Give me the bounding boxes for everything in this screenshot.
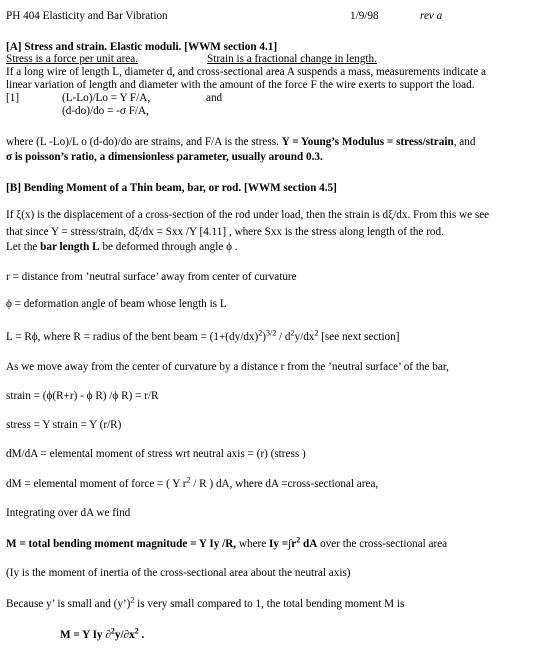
equation-and: and [206,92,223,104]
dM-equation: dM = elemental moment of force = ( Y $r^2$ / R ) dA, where dA =cross-sectional area, [6,475,379,490]
intro-line-2: linear variation of length and diameter with the amount of the force F the wire exerts to support the load. [6,79,475,91]
equation-2: (d-do)/do = -σ F/A, [62,105,149,117]
stress-definition: Stress is a force per unit area. [6,53,139,65]
stress-equation: stress = Y strain = Y (r/R) [6,419,122,431]
paragraph-line-3: Let the bar length L be deformed through angle ϕ . [6,241,238,253]
integrating-line: Integrating over dA we find [6,507,131,519]
intro-line-1: If a long wire of length L, diameter d, and cross-sectional area A suspends a mass, measurements indicate a [6,66,486,78]
phi-definition: ϕ = deformation angle of beam whose length is L [6,298,227,310]
move-away-line: As we move away from the center of curvature by a distance r from the ’neutral surface’ of the bar, [6,361,449,373]
paragraph-line-2: that since Y = stress/strain, dξ/dx = Sxx /Y [4.11] , where Sxx is the stress along length of the rod. [6,226,444,238]
because-line: Because y’ is small and (y’)$^2$ is very small compared to 1, the total bending moment M is [6,595,405,610]
strain-definition: Strain is a fractional change in length. [207,53,377,65]
poisson-ratio: σ is poisson’s ratio, a dimensionless parameter, usually around 0.3. [6,151,323,163]
iy-note: (Iy is the moment of inertia of the cross-sectional area about the neutral axis) [6,567,351,579]
header-course: PH 404 Elasticity and Bar Vibration [6,10,168,22]
total-moment-line: M = total bending moment magnitude = Y Iy /R, where $Iy =\int r^2$ dA over the cross-sectional area [6,535,448,550]
section-a-heading: [A] Stress and strain. Elastic moduli. [WWM section 4.1] [6,41,278,53]
radius-equation: L = Rϕ, where R = radius of the bent beam = $(1+(dy/dx)^2)^{3/2} / d^2y/dx^2$ [see next section] [6,328,400,343]
paragraph-line-1: If ξ(x) is the displacement of a cross-section of the rod under load, then the strain is dξ/dx. From this we see [6,209,490,221]
equation-tag: [1] [6,92,20,104]
youngs-modulus: Y = Young’s Modulus = stress/strain [281,136,454,148]
strain-equation: strain = (ϕ(R+r) - ϕ R) /ϕ R) = r/R [6,390,159,402]
final-moment-equation: M = Y Iy $\partial^2y/\partial x^2$ . [60,626,145,641]
equation-1: (L-Lo)/Lo = Y F/A, [62,92,151,104]
where-strains-line: where (L -Lo)/L o (d-do)/do are strains, and F/A is the stress. Y = Young’s Modulus = stress/strain, and [6,136,476,148]
dM-dA-equation: dM/dA = elemental moment of stress wrt neutral axis = (r) (stress ) [6,448,306,460]
r-definition: r = distance from ’neutral surface’ away from center of curvature [6,271,297,283]
header-rev: rev a [420,10,443,22]
section-b-heading: [B] Bending Moment of a Thin beam, bar, or rod. [WWM section 4.5] [6,182,337,194]
header-date: 1/9/98 [350,10,379,22]
moment-of-inertia: $Iy =\int r^2$ dA [269,535,318,550]
